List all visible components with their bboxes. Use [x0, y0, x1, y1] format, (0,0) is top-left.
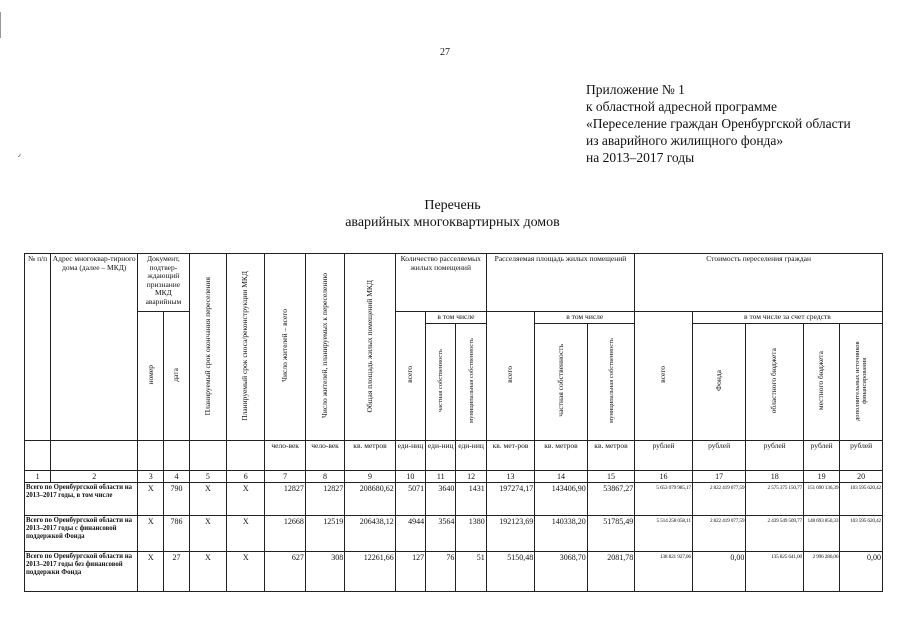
unit-cell: рублей — [803, 441, 839, 471]
unit-cell: чело-век — [305, 441, 344, 471]
page-number: 27 — [440, 47, 450, 58]
unit-cell — [25, 441, 51, 471]
margin-mark: ٫ — [18, 149, 21, 158]
unit-cell: чело-век — [265, 441, 305, 471]
unit-cell: кв. метров — [535, 441, 588, 471]
header-doc-date: дата — [164, 312, 189, 441]
header-num: № п/п — [25, 254, 51, 441]
table-cell: 4944 — [395, 516, 425, 552]
row-label: Всего по Оренбургской области на 2013–2017 годы без финансовой поддержки Фонда — [25, 552, 138, 592]
table-cell: 790 — [164, 483, 189, 516]
header-residents-planned: Число жителей, планируемых к переселению — [305, 254, 344, 441]
header-qty-private: частная собственность — [426, 323, 456, 441]
header-doc-number: номер — [138, 312, 164, 441]
table-cell: X — [189, 552, 226, 592]
table-cell: 27 — [164, 552, 189, 592]
column-number: 10 — [395, 471, 425, 483]
table-cell: 3564 — [426, 516, 456, 552]
table-cell: X — [189, 483, 226, 516]
column-number: 5 — [189, 471, 226, 483]
table-cell: X — [227, 483, 265, 516]
appendix-line: Приложение № 1 — [586, 82, 685, 97]
table-cell: 2081,78 — [587, 552, 634, 592]
table-cell: 12261,66 — [345, 552, 396, 592]
header-area-municipal: муниципальная собственность — [587, 323, 634, 441]
table-cell: 197274,17 — [486, 483, 535, 516]
header-cost-regional: областного бюджета — [746, 323, 804, 441]
table-cell: X — [138, 483, 164, 516]
unit-cell: еди-ниц — [456, 441, 486, 471]
document-subtitle: аварийных многоквартирных домов — [345, 215, 560, 230]
header-cost-total: всего — [635, 312, 693, 441]
table-cell: 148 693 850,33 — [803, 516, 839, 552]
header-area-total: всего — [486, 312, 535, 441]
emergency-houses-table — [24, 253, 883, 592]
column-number: 11 — [426, 471, 456, 483]
column-number: 18 — [746, 471, 804, 483]
unit-cell: еди-ниц — [426, 441, 456, 471]
table-cell: 2 822 419 077,59 — [692, 483, 746, 516]
header-cost-additional: дополнительных источников финансирования — [840, 323, 883, 441]
header-residents-total: Число жителей – всего — [265, 254, 305, 441]
table-cell: 208680,62 — [345, 483, 396, 516]
column-number: 13 — [486, 471, 535, 483]
column-number: 14 — [535, 471, 588, 483]
table-cell: 53867,27 — [587, 483, 634, 516]
header-cost-fund: Фонда — [692, 323, 746, 441]
header-area-private: частная собственность — [535, 323, 588, 441]
appendix-line: «Переселение граждан Оренбургской области — [586, 116, 851, 131]
table-cell: 140338,20 — [535, 516, 588, 552]
unit-cell: рублей — [635, 441, 693, 471]
table-cell: X — [227, 552, 265, 592]
table-cell: 127 — [395, 552, 425, 592]
column-number: 17 — [692, 471, 746, 483]
appendix-block — [586, 81, 851, 166]
table-cell: 627 — [265, 552, 305, 592]
header-area-group: Расселяемая площадь жилых помещений — [486, 254, 635, 312]
unit-cell — [189, 441, 226, 471]
table-cell: 0,00 — [840, 552, 883, 592]
appendix-line: на 2013–2017 годы — [586, 150, 695, 165]
header-qty-total: всего — [395, 312, 425, 441]
unit-cell — [227, 441, 265, 471]
unit-cell — [138, 441, 164, 471]
table-cell: 103 595 620,42 — [840, 516, 883, 552]
table-cell: 12519 — [305, 516, 344, 552]
column-number: 16 — [635, 471, 693, 483]
table-cell: 143406,90 — [535, 483, 588, 516]
table-cell: 3640 — [426, 483, 456, 516]
row-label: Всего по Оренбургской области на 2013–2017 годы с финансовой поддержкой Фонда — [25, 516, 138, 552]
header-planned-demolition: Планируемый срок сноса/реконструкции МКД — [227, 254, 265, 441]
column-number: 15 — [587, 471, 634, 483]
header-cost-including: в том числе за счет средств — [692, 312, 882, 324]
header-area-including: в том числе — [535, 312, 635, 324]
table-cell: 2 996 286,06 — [803, 552, 839, 592]
table-cell: 76 — [426, 552, 456, 592]
table-cell: 5071 — [395, 483, 425, 516]
table-cell: 5 514 258 058,11 — [635, 516, 693, 552]
unit-cell: кв. метров — [345, 441, 396, 471]
table-cell: 135 825 641,00 — [746, 552, 804, 592]
table-cell: 0,00 — [692, 552, 746, 592]
column-number: 6 — [227, 471, 265, 483]
header-cost-local: местного бюджета — [803, 323, 839, 441]
table-row — [25, 483, 883, 516]
appendix-line: из аварийного жилищного фонда» — [586, 133, 784, 148]
header-document: Документ, подтвер-ждающий признание МКД аварийным — [138, 254, 190, 312]
table-cell: 2 439 549 509,77 — [746, 516, 804, 552]
table-cell: 1431 — [456, 483, 486, 516]
column-number: 19 — [803, 471, 839, 483]
column-number: 7 — [265, 471, 305, 483]
unit-cell — [164, 441, 189, 471]
table-cell: 5 653 079 985,17 — [635, 483, 693, 516]
unit-cell: кв. мет-ров — [486, 441, 535, 471]
unit-cell: рублей — [840, 441, 883, 471]
header-total-area: Общая площадь жилых помещений МКД — [345, 254, 396, 441]
header-qty-municipal: муниципальная собственность — [456, 323, 486, 441]
column-number: 4 — [164, 471, 189, 483]
table-cell: 12827 — [305, 483, 344, 516]
table-cell: 103 595 620,42 — [840, 483, 883, 516]
row-label: Всего по Оренбургской области на 2013–2017 годы, в том числе — [25, 483, 138, 516]
table-cell: X — [189, 516, 226, 552]
column-number: 12 — [456, 471, 486, 483]
table-cell: 1380 — [456, 516, 486, 552]
table-cell: 12668 — [265, 516, 305, 552]
table-cell: 5150,48 — [486, 552, 535, 592]
table-cell: X — [138, 552, 164, 592]
table-cell: 151 690 136,39 — [803, 483, 839, 516]
header-address: Адрес многоквар-тирного дома (далее – МКД) — [51, 254, 138, 441]
column-number: 2 — [51, 471, 138, 483]
table-cell: 3068,70 — [535, 552, 588, 592]
column-number: 20 — [840, 471, 883, 483]
table-row — [25, 516, 883, 552]
table-cell: 2 575 375 150,77 — [746, 483, 804, 516]
appendix-line: к областной адресной программе — [586, 99, 777, 114]
unit-cell: рублей — [692, 441, 746, 471]
table-cell: 51785,49 — [587, 516, 634, 552]
table-cell: 12827 — [265, 483, 305, 516]
unit-cell: кв. метров — [587, 441, 634, 471]
table-cell: 192123,69 — [486, 516, 535, 552]
header-cost-group: Стоимость переселения граждан — [635, 254, 883, 312]
table-cell: 308 — [305, 552, 344, 592]
table-cell: X — [138, 516, 164, 552]
column-number: 8 — [305, 471, 344, 483]
column-number: 3 — [138, 471, 164, 483]
header-qty-including: в том числе — [426, 312, 487, 324]
table-cell: 206438,12 — [345, 516, 396, 552]
table-cell: 2 822 419 077,59 — [692, 516, 746, 552]
column-number: 1 — [25, 471, 51, 483]
unit-cell: еди-ниц — [395, 441, 425, 471]
header-planned-end: Планируемый срок окончания переселения — [189, 254, 226, 441]
unit-cell — [51, 441, 138, 471]
table-cell: X — [227, 516, 265, 552]
table-cell: 51 — [456, 552, 486, 592]
document-title: Перечень — [424, 198, 481, 213]
table-cell: 138 821 927,06 — [635, 552, 693, 592]
column-number: 9 — [345, 471, 396, 483]
page-edge-line — [0, 12, 1, 38]
unit-cell: рублей — [746, 441, 804, 471]
table-row — [25, 552, 883, 592]
header-qty-group: Количество расселяемых жилых помещений — [395, 254, 486, 312]
table-cell: 786 — [164, 516, 189, 552]
